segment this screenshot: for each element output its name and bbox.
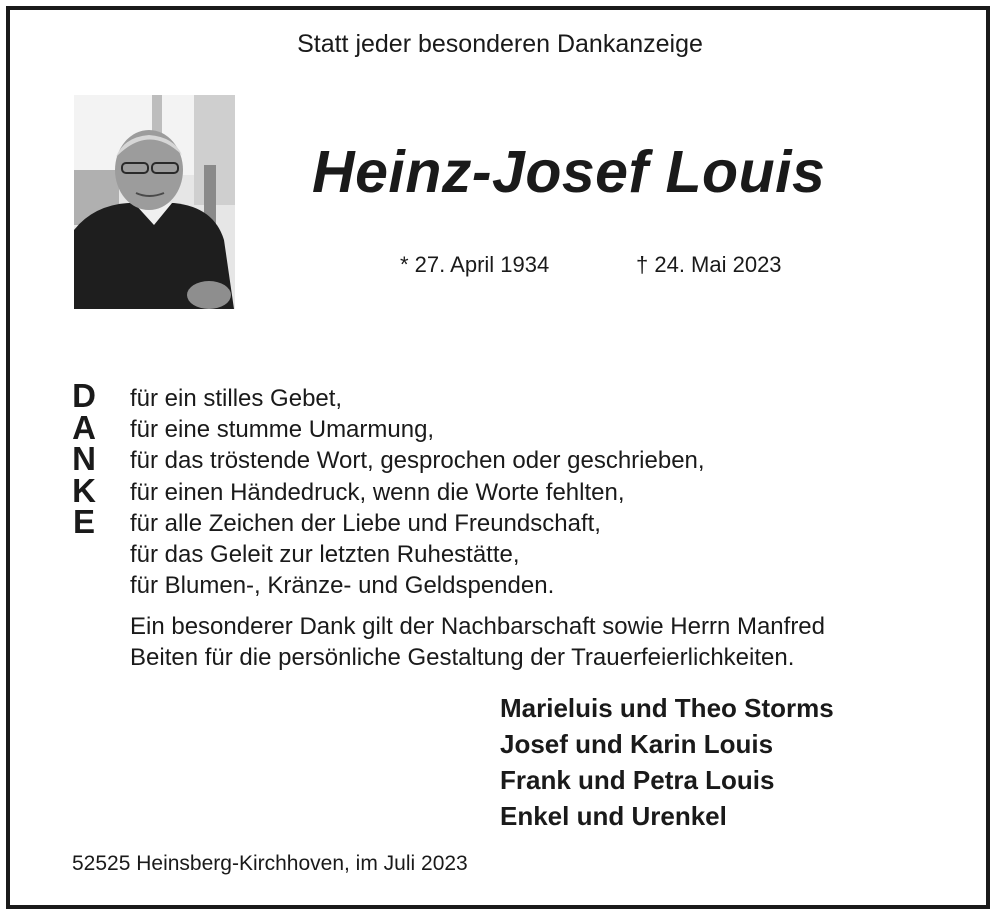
- danke-vertical: [66, 377, 102, 540]
- intro-line: Statt jeder besonderen Dankanzeige: [297, 30, 703, 58]
- place-date: 52525 Heinsberg-Kirchhoven, im Juli 2023: [72, 852, 468, 875]
- family-member: Josef und Karin Louis: [500, 729, 774, 759]
- thanks-line: für das tröstende Wort, gesprochen oder geschrieben,: [130, 447, 705, 475]
- danke-letter: A: [72, 408, 96, 446]
- special-thanks: [130, 611, 825, 673]
- thanks-line: für alle Zeichen der Liebe und Freundschaft,: [130, 509, 601, 537]
- thanks-list: [130, 383, 705, 601]
- danke-letter: D: [72, 377, 96, 414]
- birth-date: * 27. April 1934: [400, 252, 550, 277]
- special-thanks-line: Ein besonderer Dank gilt der Nachbarschaft sowie Herrn Manfred: [130, 613, 826, 640]
- family-member: Frank und Petra Louis: [500, 765, 775, 795]
- thanks-line: für das Geleit zur letzten Ruhestätte,: [130, 541, 520, 569]
- thanks-line: für ein stilles Gebet,: [130, 385, 343, 412]
- thanks-line: für einen Händedruck, wenn die Worte fehlten,: [130, 478, 625, 506]
- danke-letter: E: [72, 503, 95, 540]
- deceased-name: Heinz-Josef Louis: [312, 139, 826, 205]
- danke-letter: N: [72, 440, 96, 477]
- death-date: † 24. Mai 2023: [636, 252, 782, 277]
- family-member: Marieluis und Theo Storms: [500, 693, 834, 723]
- family-signatures: [500, 690, 834, 834]
- danke-letter: K: [72, 471, 96, 509]
- special-thanks-line: Beiten für die persönliche Gestaltung der Trauerfeierlichkeiten.: [130, 644, 795, 671]
- portrait-photo: [74, 95, 235, 309]
- family-member: Enkel und Urenkel: [500, 801, 727, 831]
- thanks-line: für eine stumme Umarmung,: [130, 416, 435, 444]
- thanks-line: für Blumen-, Kränze- und Geldspenden.: [130, 572, 555, 600]
